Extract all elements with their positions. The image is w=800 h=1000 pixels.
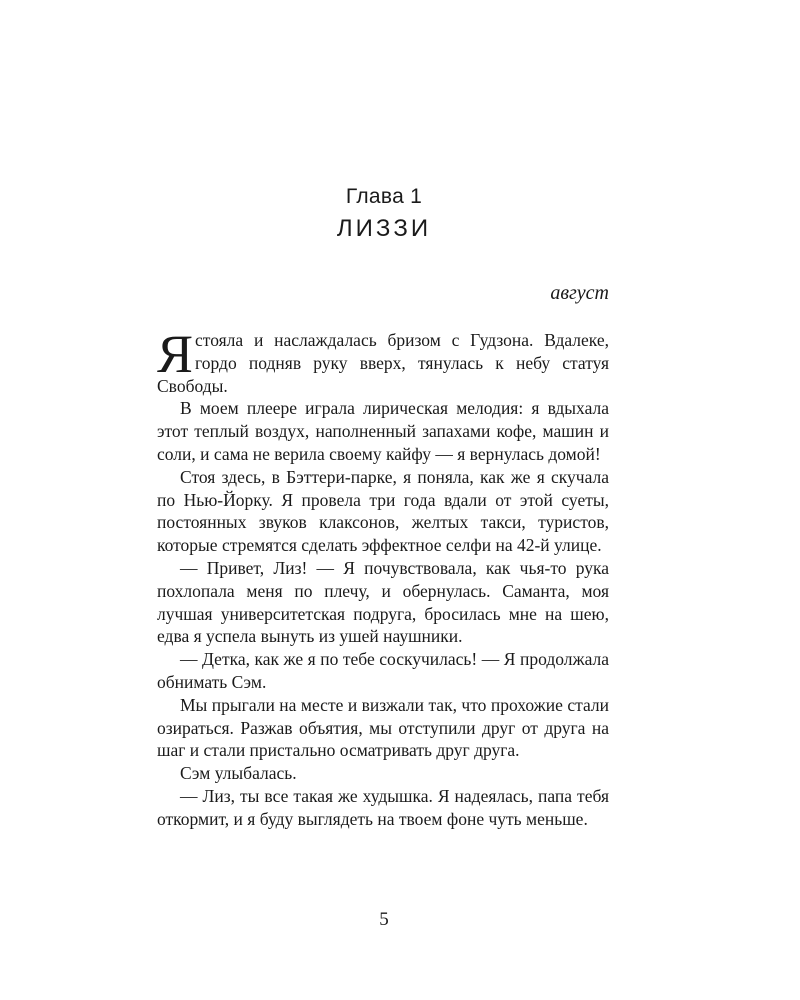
- chapter-title: ЛИЗЗИ: [336, 215, 432, 242]
- paragraph: Сэм улыбалась.: [180, 763, 297, 784]
- paragraph: — Детка, как же я по тебе соскучилась! — Я продолжала обнимать Сэм.: [157, 649, 609, 692]
- drop-cap: Я: [157, 324, 194, 384]
- paragraph: — Лиз, ты все такая же худышка. Я надеялась, папа тебя откормит, и я буду выглядеть на твоем фоне чуть меньше.: [157, 785, 609, 829]
- paragraph: Стоя здесь, в Бэттери-парке, я поняла, как же я скучала по Нью-Йорку. Я провела три года вдали от этой суеты, постоянных звуков клаксонов, желтых такси, туристов, которые стремятся сделать эффектное селфи на 42-й улице.: [157, 466, 609, 556]
- paragraph: В моем плеере играла лирическая мелодия: я вдыхала этот теплый воздух, наполненный запахами кофе, машин и соли, и сама не верила своему кайфу — я вернулась домой!: [157, 398, 609, 464]
- page-number: 5: [379, 909, 389, 930]
- dateline: август: [550, 282, 609, 304]
- paragraph-text: стояла и наслаждалась бризом с Гудзона. Вдалеке, гордо подняв руку вверх, тянулась к небу статуя Свободы.: [157, 330, 609, 396]
- chapter-number: Глава 1: [345, 185, 423, 208]
- paragraph: Мы прыгали на месте и визжали так, что прохожие стали озираться. Разжав объятия, мы отступили друг от друга на шаг и стали пристально осматривать друг друга.: [157, 694, 609, 761]
- paragraph: [157, 324, 609, 397]
- paragraph: — Привет, Лиз! — Я почувствовала, как чья-то рука похлопала меня по плечу, и обернулась. Саманта, моя лучшая университетская подруга, бросилась мне на шею, едва я успела вынуть из ушей наушники.: [157, 557, 609, 647]
- body-text: [157, 324, 609, 831]
